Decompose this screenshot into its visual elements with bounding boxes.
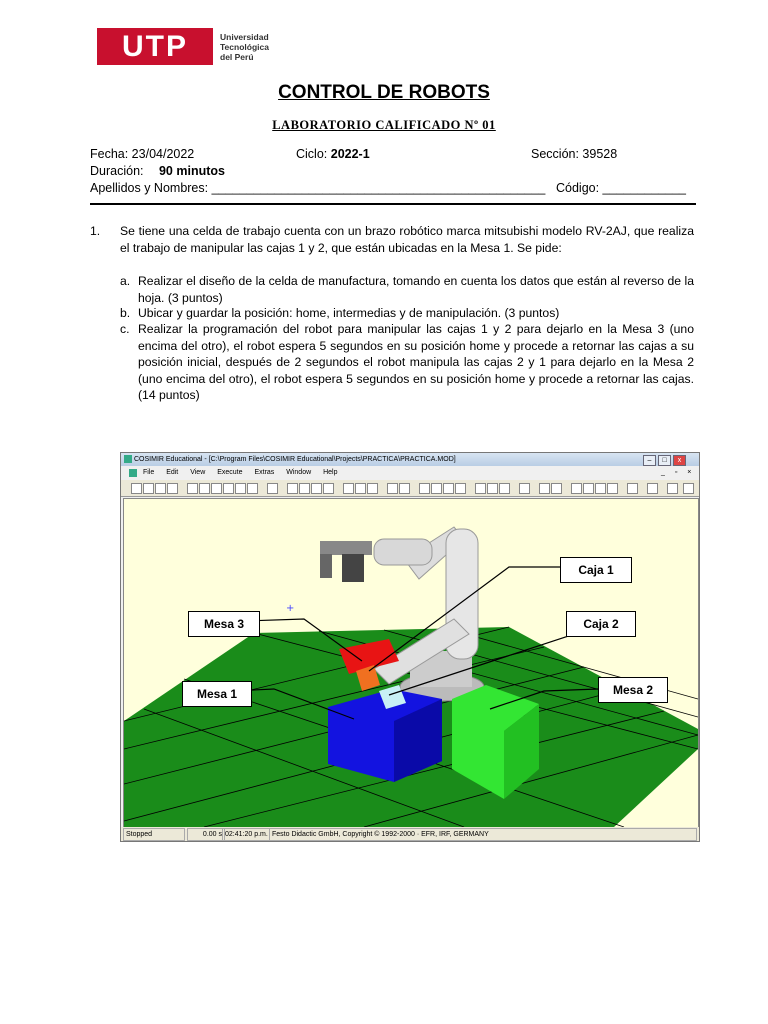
menu-execute[interactable]: Execute: [217, 469, 243, 476]
sim4-icon[interactable]: [607, 483, 618, 494]
status-clock: 02:41:20 p.m.: [222, 828, 270, 841]
question-text: Se tiene una celda de trabajo cuenta con un brazo robótico marca mitsubishi modelo RV-2AJ, que realiza el trabajo de manipular las cajas 1 y 2, que están ubicadas en la Mesa 1. Se pide:: [120, 224, 694, 255]
3d-viewport[interactable]: [123, 498, 699, 828]
item-a-text: Realizar el diseño de la celda de manufactura, tomando en cuenta los datos que están al reverso de la hoja. (3 puntos): [138, 274, 694, 305]
view-top-icon[interactable]: [367, 483, 378, 494]
item-b-letter: b.: [120, 306, 131, 320]
question-number: 1.: [90, 224, 101, 238]
app-icon: [124, 455, 132, 463]
document-title: CONTROL DE ROBOTS: [278, 82, 490, 103]
grid-icon[interactable]: [627, 483, 638, 494]
io2-icon[interactable]: [431, 483, 442, 494]
point-icon[interactable]: [519, 483, 530, 494]
item-a-letter: a.: [120, 274, 131, 288]
toolbar: [121, 480, 699, 497]
pointer-icon[interactable]: [683, 483, 694, 494]
status-copyright: Festo Didactic GmbH, Copyright © 1992-2000 · EFR, IRF, GERMANY: [269, 828, 697, 841]
menu-file[interactable]: File: [142, 469, 155, 476]
ciclo-value: 2022-1: [330, 147, 370, 161]
menu-bar: [121, 466, 699, 480]
camera-icon[interactable]: [267, 483, 278, 494]
status-time: 0.00 s: [187, 828, 225, 841]
frame2-icon[interactable]: [551, 483, 562, 494]
logo-mark: UTP: [97, 28, 213, 65]
utp-logo: [97, 28, 269, 65]
gripper-jaw: [342, 554, 364, 582]
copy-icon[interactable]: [199, 483, 210, 494]
robot-cell-scene: [124, 499, 698, 827]
status-state: Stopped: [123, 828, 185, 841]
monitor-icon[interactable]: [667, 483, 678, 494]
doc-view-icon[interactable]: [647, 483, 658, 494]
paste-icon[interactable]: [211, 483, 222, 494]
logo-line2: Tecnológica: [220, 41, 269, 52]
doc-icon: [129, 469, 137, 477]
item-c-letter: c.: [120, 322, 130, 336]
label-mesa2: Mesa 2: [598, 677, 668, 703]
label-caja2: Caja 2: [566, 611, 636, 637]
menu-window[interactable]: Window: [286, 469, 312, 476]
sim3-icon[interactable]: [595, 483, 606, 494]
robot-move-icon[interactable]: [299, 483, 310, 494]
close-button[interactable]: x: [673, 455, 686, 466]
origin-marker: +: [286, 603, 295, 614]
menu-view[interactable]: View: [190, 469, 206, 476]
redo-icon[interactable]: [235, 483, 246, 494]
logo-text: [220, 32, 269, 62]
robot-joint-icon[interactable]: [311, 483, 322, 494]
view-front-icon[interactable]: [343, 483, 354, 494]
undo-icon[interactable]: [223, 483, 234, 494]
robot-tool-icon[interactable]: [323, 483, 334, 494]
logo-line3: del Perú: [220, 51, 254, 62]
io-icon[interactable]: [419, 483, 430, 494]
new-icon[interactable]: [131, 483, 142, 494]
duracion: [90, 164, 225, 178]
step-icon[interactable]: [387, 483, 398, 494]
header-divider: [90, 203, 696, 205]
app-titlebar: [121, 453, 699, 466]
io4-icon[interactable]: [455, 483, 466, 494]
sim-icon[interactable]: [571, 483, 582, 494]
seccion: Sección: 39528: [531, 147, 618, 161]
codigo-field: Código: ____________: [556, 181, 686, 195]
save-icon[interactable]: [155, 483, 166, 494]
label-caja1: Caja 1: [560, 557, 632, 583]
fecha: Fecha: 23/04/2022: [90, 147, 195, 161]
logo-line1: Universidad: [220, 31, 269, 42]
find-icon[interactable]: [247, 483, 258, 494]
io3-icon[interactable]: [443, 483, 454, 494]
open-icon[interactable]: [143, 483, 154, 494]
view-side-icon[interactable]: [355, 483, 366, 494]
document-subtitle: LABORATORIO CALIFICADO Nº 01: [272, 118, 496, 132]
app-title: COSIMIR Educational - [C:\Program Files\COSIMIR Educational\Projects\PRACTICA\PRACTICA.MOD]: [134, 456, 456, 463]
menu-edit[interactable]: Edit: [166, 469, 179, 476]
menu-help[interactable]: Help: [323, 469, 338, 476]
label-mesa3: Mesa 3: [188, 611, 260, 637]
robot-shoulder: [374, 539, 432, 565]
duracion-label: Duración:: [90, 164, 144, 178]
robot-icon[interactable]: [287, 483, 298, 494]
label-mesa1: Mesa 1: [182, 681, 252, 707]
frame-icon[interactable]: [539, 483, 550, 494]
grip3-icon[interactable]: [499, 483, 510, 494]
maximize-button[interactable]: □: [658, 455, 671, 466]
cut-icon[interactable]: [187, 483, 198, 494]
gripper: [320, 541, 372, 555]
grip2-icon[interactable]: [487, 483, 498, 494]
status-bar: [121, 827, 699, 841]
sim2-icon[interactable]: [583, 483, 594, 494]
child-window-controls[interactable]: _ ▫ ×: [661, 469, 696, 476]
ciclo-label: Ciclo:: [296, 147, 328, 161]
apellidos-field: Apellidos y Nombres: ________________________________________________: [90, 181, 546, 195]
print-icon[interactable]: [167, 483, 178, 494]
item-b-text: Ubicar y guardar la posición: home, intermedias y de manipulación. (3 puntos): [138, 306, 560, 320]
grip-icon[interactable]: [475, 483, 486, 494]
duracion-value: 90 minutos: [158, 164, 225, 178]
ciclo: [296, 147, 370, 161]
item-c-text: Realizar la programación del robot para manipular las cajas 1 y 2 para dejarlo en la Mesa 3 (uno encima del otro), el robot espera 5 segundos en su posición home y procede a retornar las cajas a su posición inicial, después de 2 segundos el robot manipula las cajas 2 y 1 para dejarlo en la Mesa 2 (uno encima del otro), el robot espera 5 segundos en su posición home y procede a retornar las cajas. (14 puntos): [138, 322, 694, 402]
minimize-button[interactable]: –: [643, 455, 656, 466]
gripper-finger: [320, 554, 332, 578]
run-icon[interactable]: [399, 483, 410, 494]
cosimir-screenshot: [120, 452, 700, 842]
menu-extras[interactable]: Extras: [254, 469, 275, 476]
